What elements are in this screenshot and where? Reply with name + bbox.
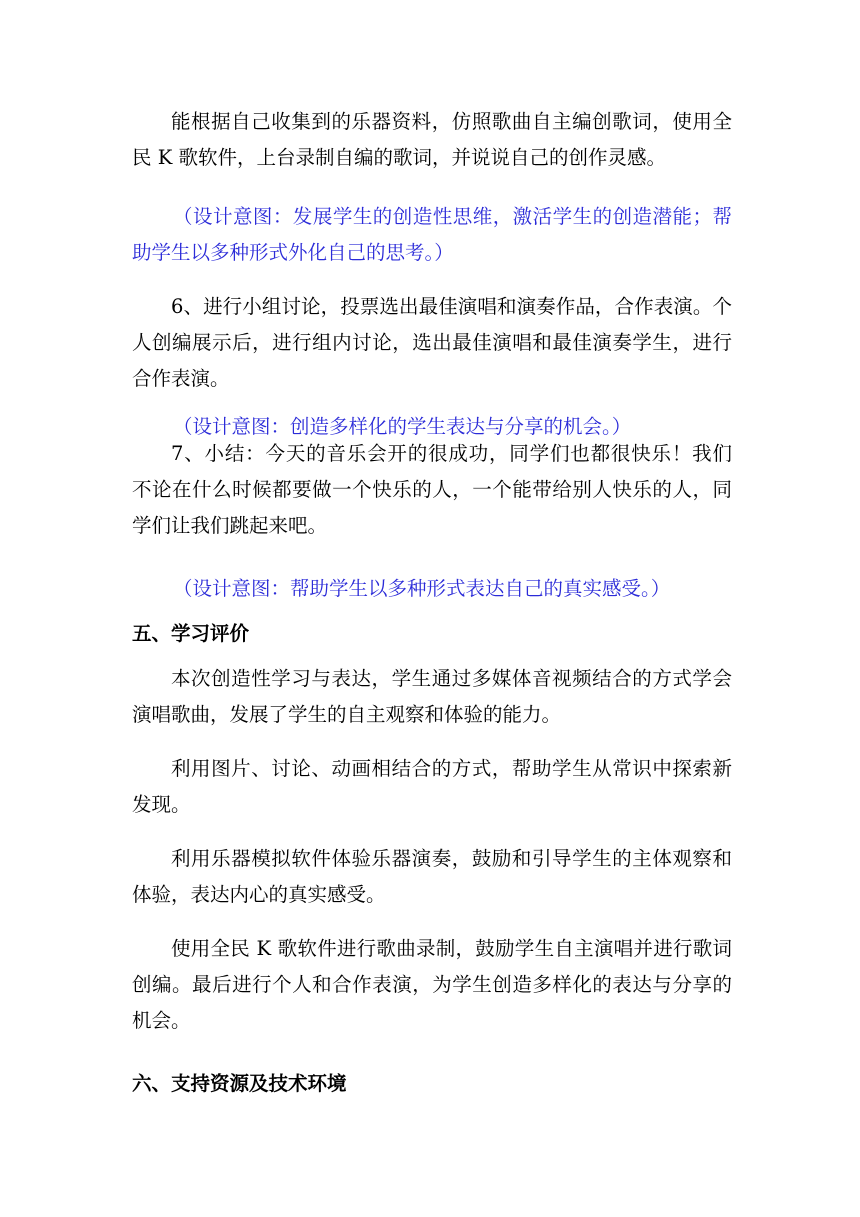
paragraph-step-6-group-discussion: 6、进行小组讨论，投票选出最佳演唱和演奏作品，合作表演。个人创编展示后，进行组内讨论，选出最佳演唱和最佳演奏学生，进行合作表演。 (132, 295, 732, 390)
section-heading-learning-evaluation: 五、学习评价 (132, 622, 250, 645)
paragraph-evaluation-2: 利用图片、讨论、动画相结合的方式，帮助学生从常识中探索新发现。 (132, 757, 732, 816)
paragraph-lyric-creation: 能根据自己收集到的乐器资料，仿照歌曲自主编创歌词，使用全民 K 歌软件，上台录制自编的歌词，并说说自己的创作灵感。 (132, 110, 732, 169)
design-note-creativity: （设计意图：发展学生的创造性思维，激活学生的创造潜能；帮助学生以多种形式外化自己的思考。） (132, 205, 732, 264)
paragraph-step-7-summary: 7、小结：今天的音乐会开的很成功，同学们也都很快乐！我们 不论在什么时候都要做一个快乐的人，一个能带给别人快乐的人，同学们让我们跳起来吧。 (132, 442, 732, 537)
design-note-sharing: （设计意图：创造多样化的学生表达与分享的机会。） (173, 415, 632, 438)
paragraph-evaluation-4: 使用全民 K 歌软件进行歌曲录制，鼓励学生自主演唱并进行歌词 创编。最后进行个人和合作表演，为学生创造多样化的表达与分享的机会。 (132, 937, 732, 1032)
paragraph-evaluation-1: 本次创造性学习与表达，学生通过多媒体音视频结合的方式学会演唱歌曲，发展了学生的自主观察和体验的能力。 (132, 667, 732, 726)
section-heading-resources: 六、支持资源及技术环境 (132, 1072, 347, 1095)
paragraph-evaluation-3: 利用乐器模拟软件体验乐器演奏，鼓励和引导学生的主体观察和体验，表达内心的真实感受。 (132, 847, 732, 906)
design-note-expression: （设计意图：帮助学生以多种形式表达自己的真实感受。） (173, 577, 671, 600)
